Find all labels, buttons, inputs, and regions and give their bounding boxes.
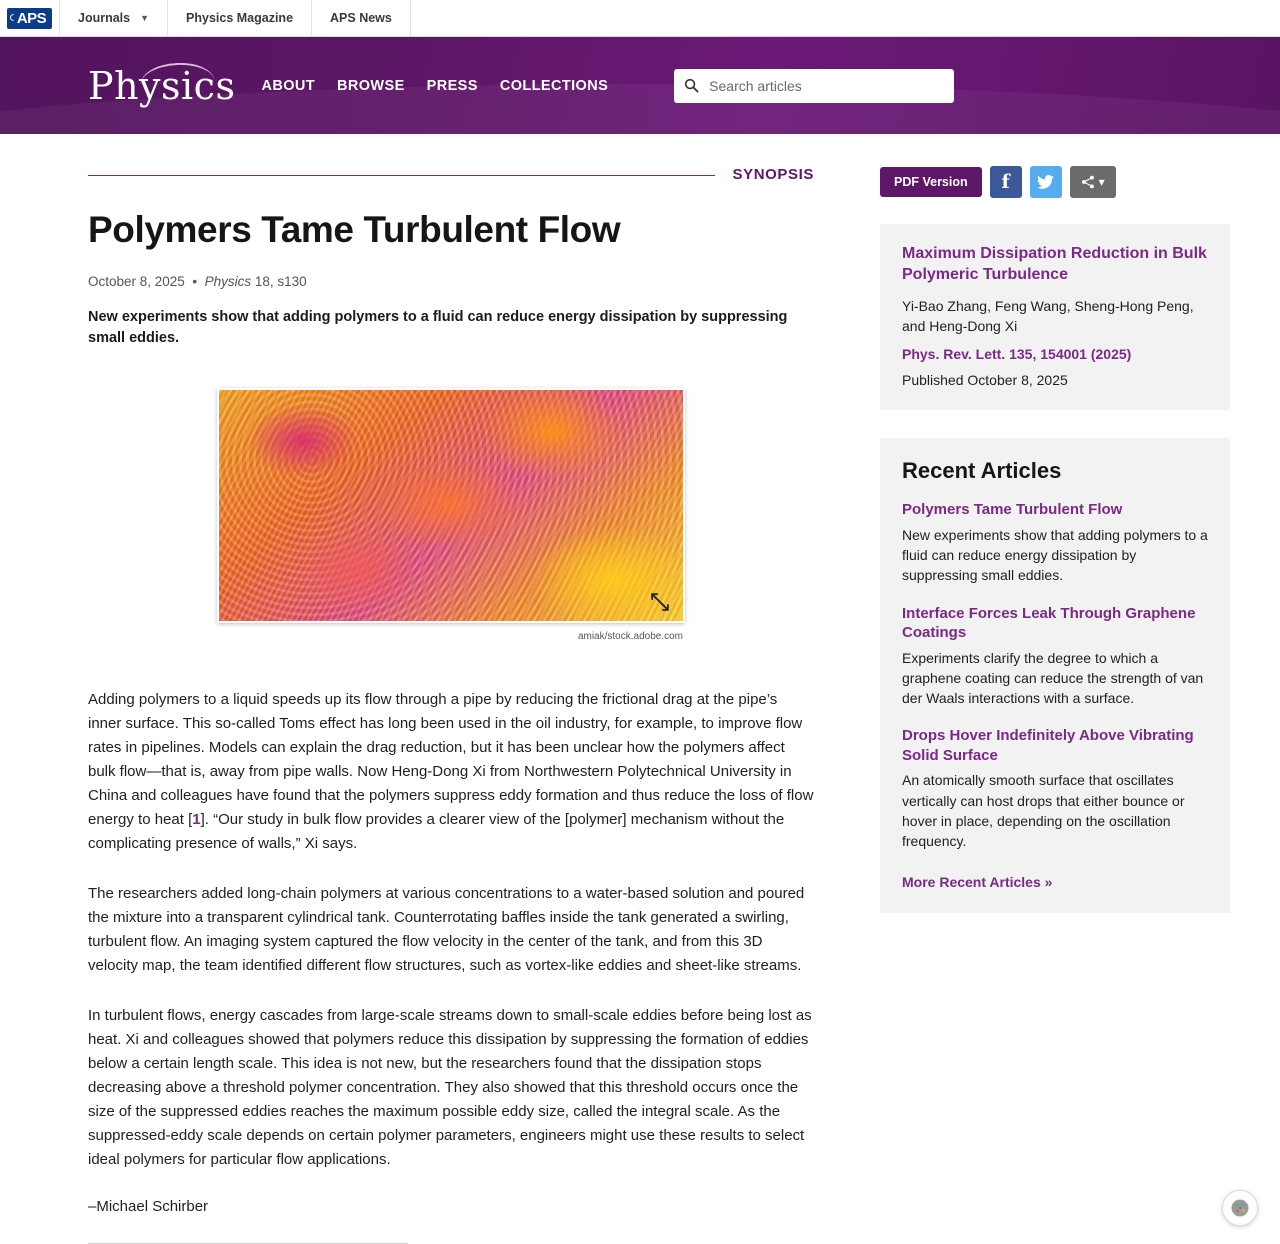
more-recent-articles-link[interactable]: More Recent Articles » — [902, 873, 1053, 890]
reference-authors: Yi-Bao Zhang, Feng Wang, Sheng-Hong Peng, and Heng-Dong Xi — [902, 297, 1194, 334]
topnav-aps-news-label: APS News — [330, 11, 392, 25]
article-paragraph-1 — [88, 688, 814, 856]
brand-text: Physics — [88, 63, 236, 108]
share-caret-icon: ▾ — [1098, 175, 1105, 189]
search-icon — [684, 78, 699, 93]
sidebar-column — [880, 166, 1230, 941]
article-figure[interactable] — [217, 388, 685, 623]
aps-logo-text: APS — [7, 8, 52, 29]
reference-citation[interactable]: Phys. Rev. Lett. 135, 154001 (2025) — [902, 346, 1132, 363]
paragraph-1-text: Adding polymers to a liquid speeds up its flow through a pipe by reducing the frictional drag at the pipe’s inner surface. This so-called Toms effect has long been used in the oil industry, for example, to improve flow rates in pipelines. Models can explain the drag reduction, but it has been unclear how the polymers affect bulk flow—that is, away from pipe walls. Now Heng-Dong Xi from Northwestern Polytechnical University in China and colleagues have found that the polymers suppress eddy formation and thus reduce the loss of flow energy to heat [ — [88, 691, 814, 829]
nav-browse[interactable]: BROWSE — [337, 77, 405, 94]
expand-icon[interactable] — [651, 593, 669, 611]
article-paragraph-3: In turbulent flows, energy cascades from large-scale streams down to small-scale eddies before being lost as heat. Xi and colleagues showed that polymers reduce this dissipation by suppressing the formation of eddies below a certain length scale. This idea is not new, but the researchers found that the dissipation stops decreasing above a threshold polymer concentration. They also showed that this threshold occurs once the size of the suppressed eddies reaches the maximum possible eddy size, called the integral scale. As the suppressed-eddy scale depends on certain polymer parameters, engineers might use these results to select ideal polymers for particular flow applications. — [88, 1007, 812, 1169]
page-title: Polymers Tame Turbulent Flow — [88, 209, 621, 250]
article-date: October 8, 2025 — [88, 273, 185, 289]
kicker-rule — [88, 175, 715, 176]
search-box[interactable] — [674, 69, 954, 103]
article-kicker: SYNOPSIS — [732, 166, 814, 183]
turbulent-flow-image — [219, 390, 683, 621]
article-paragraph-2: The researchers added long-chain polymers at various concentrations to a water-based solution and poured the mixture into a transparent cylindrical tank. Counterrotating baffles inside the tank generated a swirling, turbulent flow. An imaging system captured the flow velocity in the center of the tank, and from this 3D velocity map, the team identified different flow structures, such as vortex-like eddies and sheet-like streams. — [88, 885, 805, 975]
recent-article-desc-2: Experiments clarify the degree to which a graphene coating can reduce the strength of van der Waals interactions with a surface. — [902, 649, 1204, 707]
article-citation-rest: 18, s130 — [254, 273, 307, 289]
topnav-item-physics-magazine[interactable] — [168, 0, 312, 36]
recent-articles-card — [880, 438, 1230, 912]
list-item — [902, 500, 1208, 585]
article-teaser: New experiments show that adding polymers to a fluid can reduce energy dissipation by suppressing small eddies. — [88, 308, 788, 347]
reference-title[interactable]: Maximum Dissipation Reduction in Bulk Polymeric Turbulence — [902, 245, 1207, 283]
reference-card — [880, 224, 1230, 410]
list-item — [902, 604, 1208, 709]
pdf-version-button[interactable]: PDF Version — [880, 167, 982, 197]
page-content — [0, 134, 1280, 1244]
facebook-icon[interactable]: f — [990, 166, 1022, 198]
byline-separator: • — [188, 273, 201, 289]
share-button[interactable] — [1070, 166, 1116, 198]
physics-brand-logo[interactable] — [88, 63, 236, 108]
aps-logo[interactable] — [0, 0, 60, 36]
paragraph-1-tail: ]. “Our study in bulk flow provides a clearer view of the [polymer] mechanism without the complicating presence of walls,” Xi says. — [88, 811, 785, 853]
article-column — [88, 166, 814, 1244]
list-item — [902, 726, 1208, 851]
cookie-preferences-button[interactable] — [1222, 1190, 1258, 1226]
chevron-down-icon: ▼ — [140, 13, 150, 23]
topnav-item-aps-news[interactable] — [312, 0, 411, 36]
site-masthead — [0, 37, 1280, 134]
article-journal: Physics — [204, 273, 252, 289]
nav-press[interactable]: PRESS — [426, 77, 478, 94]
nav-about[interactable]: ABOUT — [261, 77, 316, 94]
twitter-icon[interactable] — [1030, 166, 1062, 198]
global-topbar — [0, 0, 1280, 37]
recent-article-title-1[interactable]: Polymers Tame Turbulent Flow — [902, 501, 1123, 519]
article-tools — [880, 166, 1230, 198]
topnav-physics-magazine-label: Physics Magazine — [186, 11, 294, 25]
recent-article-title-2[interactable]: Interface Forces Leak Through Graphene Coatings — [902, 604, 1196, 642]
article-signature: –Michael Schirber — [88, 1198, 209, 1216]
twitter-bird-glyph — [1037, 175, 1054, 190]
cookie-icon — [1230, 1198, 1250, 1218]
article-byline — [88, 274, 814, 289]
reference-published: Published October 8, 2025 — [902, 372, 1068, 389]
recent-article-desc-3: An atomically smooth surface that oscillates vertically can host drops that either bounce or hover in place, depending on the oscillation frequency. — [902, 772, 1185, 850]
recent-article-title-3[interactable]: Drops Hover Indefinitely Above Vibrating Solid Surface — [902, 727, 1194, 764]
topnav-journals-label: Journals — [78, 11, 131, 25]
nav-collections[interactable]: COLLECTIONS — [499, 77, 609, 94]
share-icon — [1081, 175, 1095, 189]
article-figure-wrapper — [88, 388, 814, 642]
topnav-item-journals[interactable] — [60, 0, 168, 36]
recent-articles-heading: Recent Articles — [902, 458, 1062, 484]
article-body — [88, 688, 814, 1244]
figure-credit: amiak/stock.adobe.com — [577, 631, 683, 643]
search-input[interactable] — [707, 77, 944, 95]
recent-article-desc-1: New experiments show that adding polymers to a fluid can reduce energy dissipation by suppressing small eddies. — [902, 526, 1208, 584]
article-kicker-row — [88, 166, 814, 183]
reference-link-1[interactable]: 1 — [192, 811, 201, 829]
